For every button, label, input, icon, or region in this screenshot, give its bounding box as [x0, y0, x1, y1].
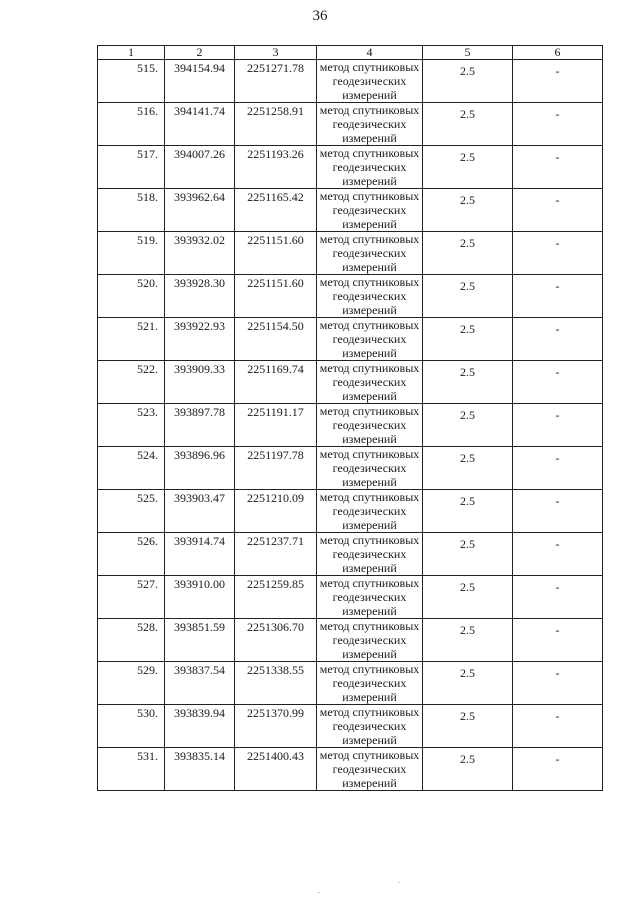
method-line: геодезических [332, 719, 407, 733]
table-row [98, 60, 603, 103]
point-number-cell: 526. [98, 533, 165, 576]
accuracy-cell: 2.5 [423, 662, 513, 705]
method-line: измерений [342, 518, 397, 532]
method-line: измерений [342, 561, 397, 575]
method-line: метод спутниковых [319, 533, 420, 547]
point-number-cell: 516. [98, 103, 165, 146]
method-line: метод спутниковых [319, 576, 420, 590]
method-cell [317, 576, 423, 619]
method-line: метод спутниковых [319, 447, 420, 461]
coordinate-x-cell: 393897.78 [165, 404, 235, 447]
method-line: геодезических [332, 461, 407, 475]
description-cell: - [513, 361, 603, 404]
accuracy-cell: 2.5 [423, 146, 513, 189]
point-number-cell: 529. [98, 662, 165, 705]
description-cell: - [513, 318, 603, 361]
description-cell: - [513, 189, 603, 232]
method-cell [317, 705, 423, 748]
coordinate-y-cell: 2251306.70 [235, 619, 317, 662]
description-cell: - [513, 533, 603, 576]
method-line: метод спутниковых [319, 232, 420, 246]
method-cell [317, 662, 423, 705]
coordinate-x-cell: 394141.74 [165, 103, 235, 146]
method-line: геодезических [332, 246, 407, 260]
header-col-3: 3 [235, 46, 317, 60]
method-cell [317, 490, 423, 533]
table-row [98, 576, 603, 619]
table-row [98, 490, 603, 533]
method-line: метод спутниковых [319, 361, 420, 375]
method-cell [317, 146, 423, 189]
coordinate-y-cell: 2251165.42 [235, 189, 317, 232]
point-number-cell: 530. [98, 705, 165, 748]
point-number-cell: 524. [98, 447, 165, 490]
description-cell: - [513, 705, 603, 748]
method-line: метод спутниковых [319, 275, 420, 289]
coordinate-x-cell: 393909.33 [165, 361, 235, 404]
method-line: метод спутниковых [319, 748, 420, 762]
method-line: метод спутниковых [319, 662, 420, 676]
coordinate-x-cell: 394007.26 [165, 146, 235, 189]
coordinate-y-cell: 2251370.99 [235, 705, 317, 748]
description-cell: - [513, 275, 603, 318]
table-row [98, 662, 603, 705]
coordinate-x-cell: 393835.14 [165, 748, 235, 791]
method-line: геодезических [332, 117, 407, 131]
header-col-1: 1 [98, 46, 165, 60]
method-line: измерений [342, 131, 397, 145]
table-row [98, 533, 603, 576]
coordinate-y-cell: 2251400.43 [235, 748, 317, 791]
table-row [98, 146, 603, 189]
accuracy-cell: 2.5 [423, 490, 513, 533]
point-number-cell: 518. [98, 189, 165, 232]
header-col-2: 2 [165, 46, 235, 60]
accuracy-cell: 2.5 [423, 576, 513, 619]
method-line: геодезических [332, 633, 407, 647]
table-row [98, 189, 603, 232]
accuracy-cell: 2.5 [423, 404, 513, 447]
method-line: геодезических [332, 203, 407, 217]
coordinate-y-cell: 2251154.50 [235, 318, 317, 361]
method-line: метод спутниковых [319, 318, 420, 332]
point-number-cell: 519. [98, 232, 165, 275]
point-number-cell: 515. [98, 60, 165, 103]
method-cell [317, 447, 423, 490]
point-number-cell: 517. [98, 146, 165, 189]
description-cell: - [513, 576, 603, 619]
coordinate-y-cell: 2251338.55 [235, 662, 317, 705]
description-cell: - [513, 662, 603, 705]
point-number-cell: 521. [98, 318, 165, 361]
method-line: геодезических [332, 762, 407, 776]
table-row [98, 447, 603, 490]
coordinate-x-cell: 393928.30 [165, 275, 235, 318]
method-line: метод спутниковых [319, 404, 420, 418]
method-line: метод спутниковых [319, 60, 420, 74]
table-row [98, 404, 603, 447]
table-row [98, 705, 603, 748]
coordinate-y-cell: 2251169.74 [235, 361, 317, 404]
coordinate-y-cell: 2251258.91 [235, 103, 317, 146]
coordinate-x-cell: 393922.93 [165, 318, 235, 361]
description-cell: - [513, 447, 603, 490]
method-line: геодезических [332, 332, 407, 346]
method-line: измерений [342, 260, 397, 274]
coordinate-x-cell: 394154.94 [165, 60, 235, 103]
accuracy-cell: 2.5 [423, 447, 513, 490]
point-number-cell: 522. [98, 361, 165, 404]
coordinate-x-cell: 393910.00 [165, 576, 235, 619]
coordinate-y-cell: 2251151.60 [235, 275, 317, 318]
table-header-row [98, 46, 603, 60]
accuracy-cell: 2.5 [423, 619, 513, 662]
method-line: геодезических [332, 504, 407, 518]
point-number-cell: 525. [98, 490, 165, 533]
method-line: геодезических [332, 74, 407, 88]
accuracy-cell: 2.5 [423, 748, 513, 791]
coordinate-x-cell: 393837.54 [165, 662, 235, 705]
method-cell [317, 748, 423, 791]
description-cell: - [513, 404, 603, 447]
coordinate-y-cell: 2251259.85 [235, 576, 317, 619]
coordinate-y-cell: 2251271.78 [235, 60, 317, 103]
description-cell: - [513, 103, 603, 146]
point-number-cell: 523. [98, 404, 165, 447]
accuracy-cell: 2.5 [423, 60, 513, 103]
method-cell [317, 189, 423, 232]
coordinate-x-cell: 393903.47 [165, 490, 235, 533]
coordinate-y-cell: 2251193.26 [235, 146, 317, 189]
point-number-cell: 531. [98, 748, 165, 791]
description-cell: - [513, 60, 603, 103]
method-line: измерений [342, 346, 397, 360]
coordinate-y-cell: 2251151.60 [235, 232, 317, 275]
description-cell: - [513, 619, 603, 662]
header-col-5: 5 [423, 46, 513, 60]
method-line: метод спутниковых [319, 103, 420, 117]
accuracy-cell: 2.5 [423, 533, 513, 576]
method-line: геодезических [332, 160, 407, 174]
table-row [98, 318, 603, 361]
method-cell [317, 275, 423, 318]
accuracy-cell: 2.5 [423, 361, 513, 404]
method-line: измерений [342, 88, 397, 102]
method-line: измерений [342, 174, 397, 188]
description-cell: - [513, 146, 603, 189]
method-line: измерений [342, 604, 397, 618]
point-number-cell: 527. [98, 576, 165, 619]
description-cell: - [513, 748, 603, 791]
method-cell [317, 361, 423, 404]
method-line: геодезических [332, 676, 407, 690]
method-line: метод спутниковых [319, 490, 420, 504]
method-line: измерений [342, 432, 397, 446]
accuracy-cell: 2.5 [423, 705, 513, 748]
accuracy-cell: 2.5 [423, 189, 513, 232]
method-line: метод спутниковых [319, 189, 420, 203]
description-cell: - [513, 490, 603, 533]
accuracy-cell: 2.5 [423, 275, 513, 318]
method-cell [317, 404, 423, 447]
method-line: геодезических [332, 418, 407, 432]
point-number-cell: 528. [98, 619, 165, 662]
method-cell [317, 318, 423, 361]
method-cell [317, 232, 423, 275]
method-line: измерений [342, 690, 397, 704]
header-col-6: 6 [513, 46, 603, 60]
coordinate-y-cell: 2251191.17 [235, 404, 317, 447]
method-line: геодезических [332, 590, 407, 604]
method-line: измерений [342, 389, 397, 403]
method-line: измерений [342, 733, 397, 747]
table-row [98, 103, 603, 146]
description-cell: - [513, 232, 603, 275]
table-body [98, 60, 603, 791]
method-line: измерений [342, 647, 397, 661]
coordinate-y-cell: 2251197.78 [235, 447, 317, 490]
coordinate-x-cell: 393914.74 [165, 533, 235, 576]
footer-mark: . [398, 876, 400, 885]
method-line: геодезических [332, 375, 407, 389]
page-number: 36 [312, 8, 328, 24]
method-line: измерений [342, 217, 397, 231]
coordinate-y-cell: 2251210.09 [235, 490, 317, 533]
footer-mark: . [318, 886, 320, 895]
method-line: геодезических [332, 547, 407, 561]
method-line: геодезических [332, 289, 407, 303]
table-row [98, 748, 603, 791]
method-cell [317, 533, 423, 576]
point-number-cell: 520. [98, 275, 165, 318]
table-row [98, 361, 603, 404]
accuracy-cell: 2.5 [423, 232, 513, 275]
table-row [98, 232, 603, 275]
accuracy-cell: 2.5 [423, 103, 513, 146]
coordinates-table [97, 45, 603, 791]
method-line: метод спутниковых [319, 146, 420, 160]
method-cell [317, 619, 423, 662]
method-line: метод спутниковых [319, 619, 420, 633]
method-cell [317, 103, 423, 146]
method-line: измерений [342, 303, 397, 317]
coordinate-x-cell: 393962.64 [165, 189, 235, 232]
method-line: метод спутниковых [319, 705, 420, 719]
header-col-4: 4 [317, 46, 423, 60]
table-row [98, 619, 603, 662]
method-line: измерений [342, 475, 397, 489]
accuracy-cell: 2.5 [423, 318, 513, 361]
coordinate-x-cell: 393896.96 [165, 447, 235, 490]
table-row [98, 275, 603, 318]
coordinate-x-cell: 393932.02 [165, 232, 235, 275]
coordinate-x-cell: 393851.59 [165, 619, 235, 662]
method-cell [317, 60, 423, 103]
coordinate-x-cell: 393839.94 [165, 705, 235, 748]
coordinate-y-cell: 2251237.71 [235, 533, 317, 576]
method-line: измерений [342, 776, 397, 790]
